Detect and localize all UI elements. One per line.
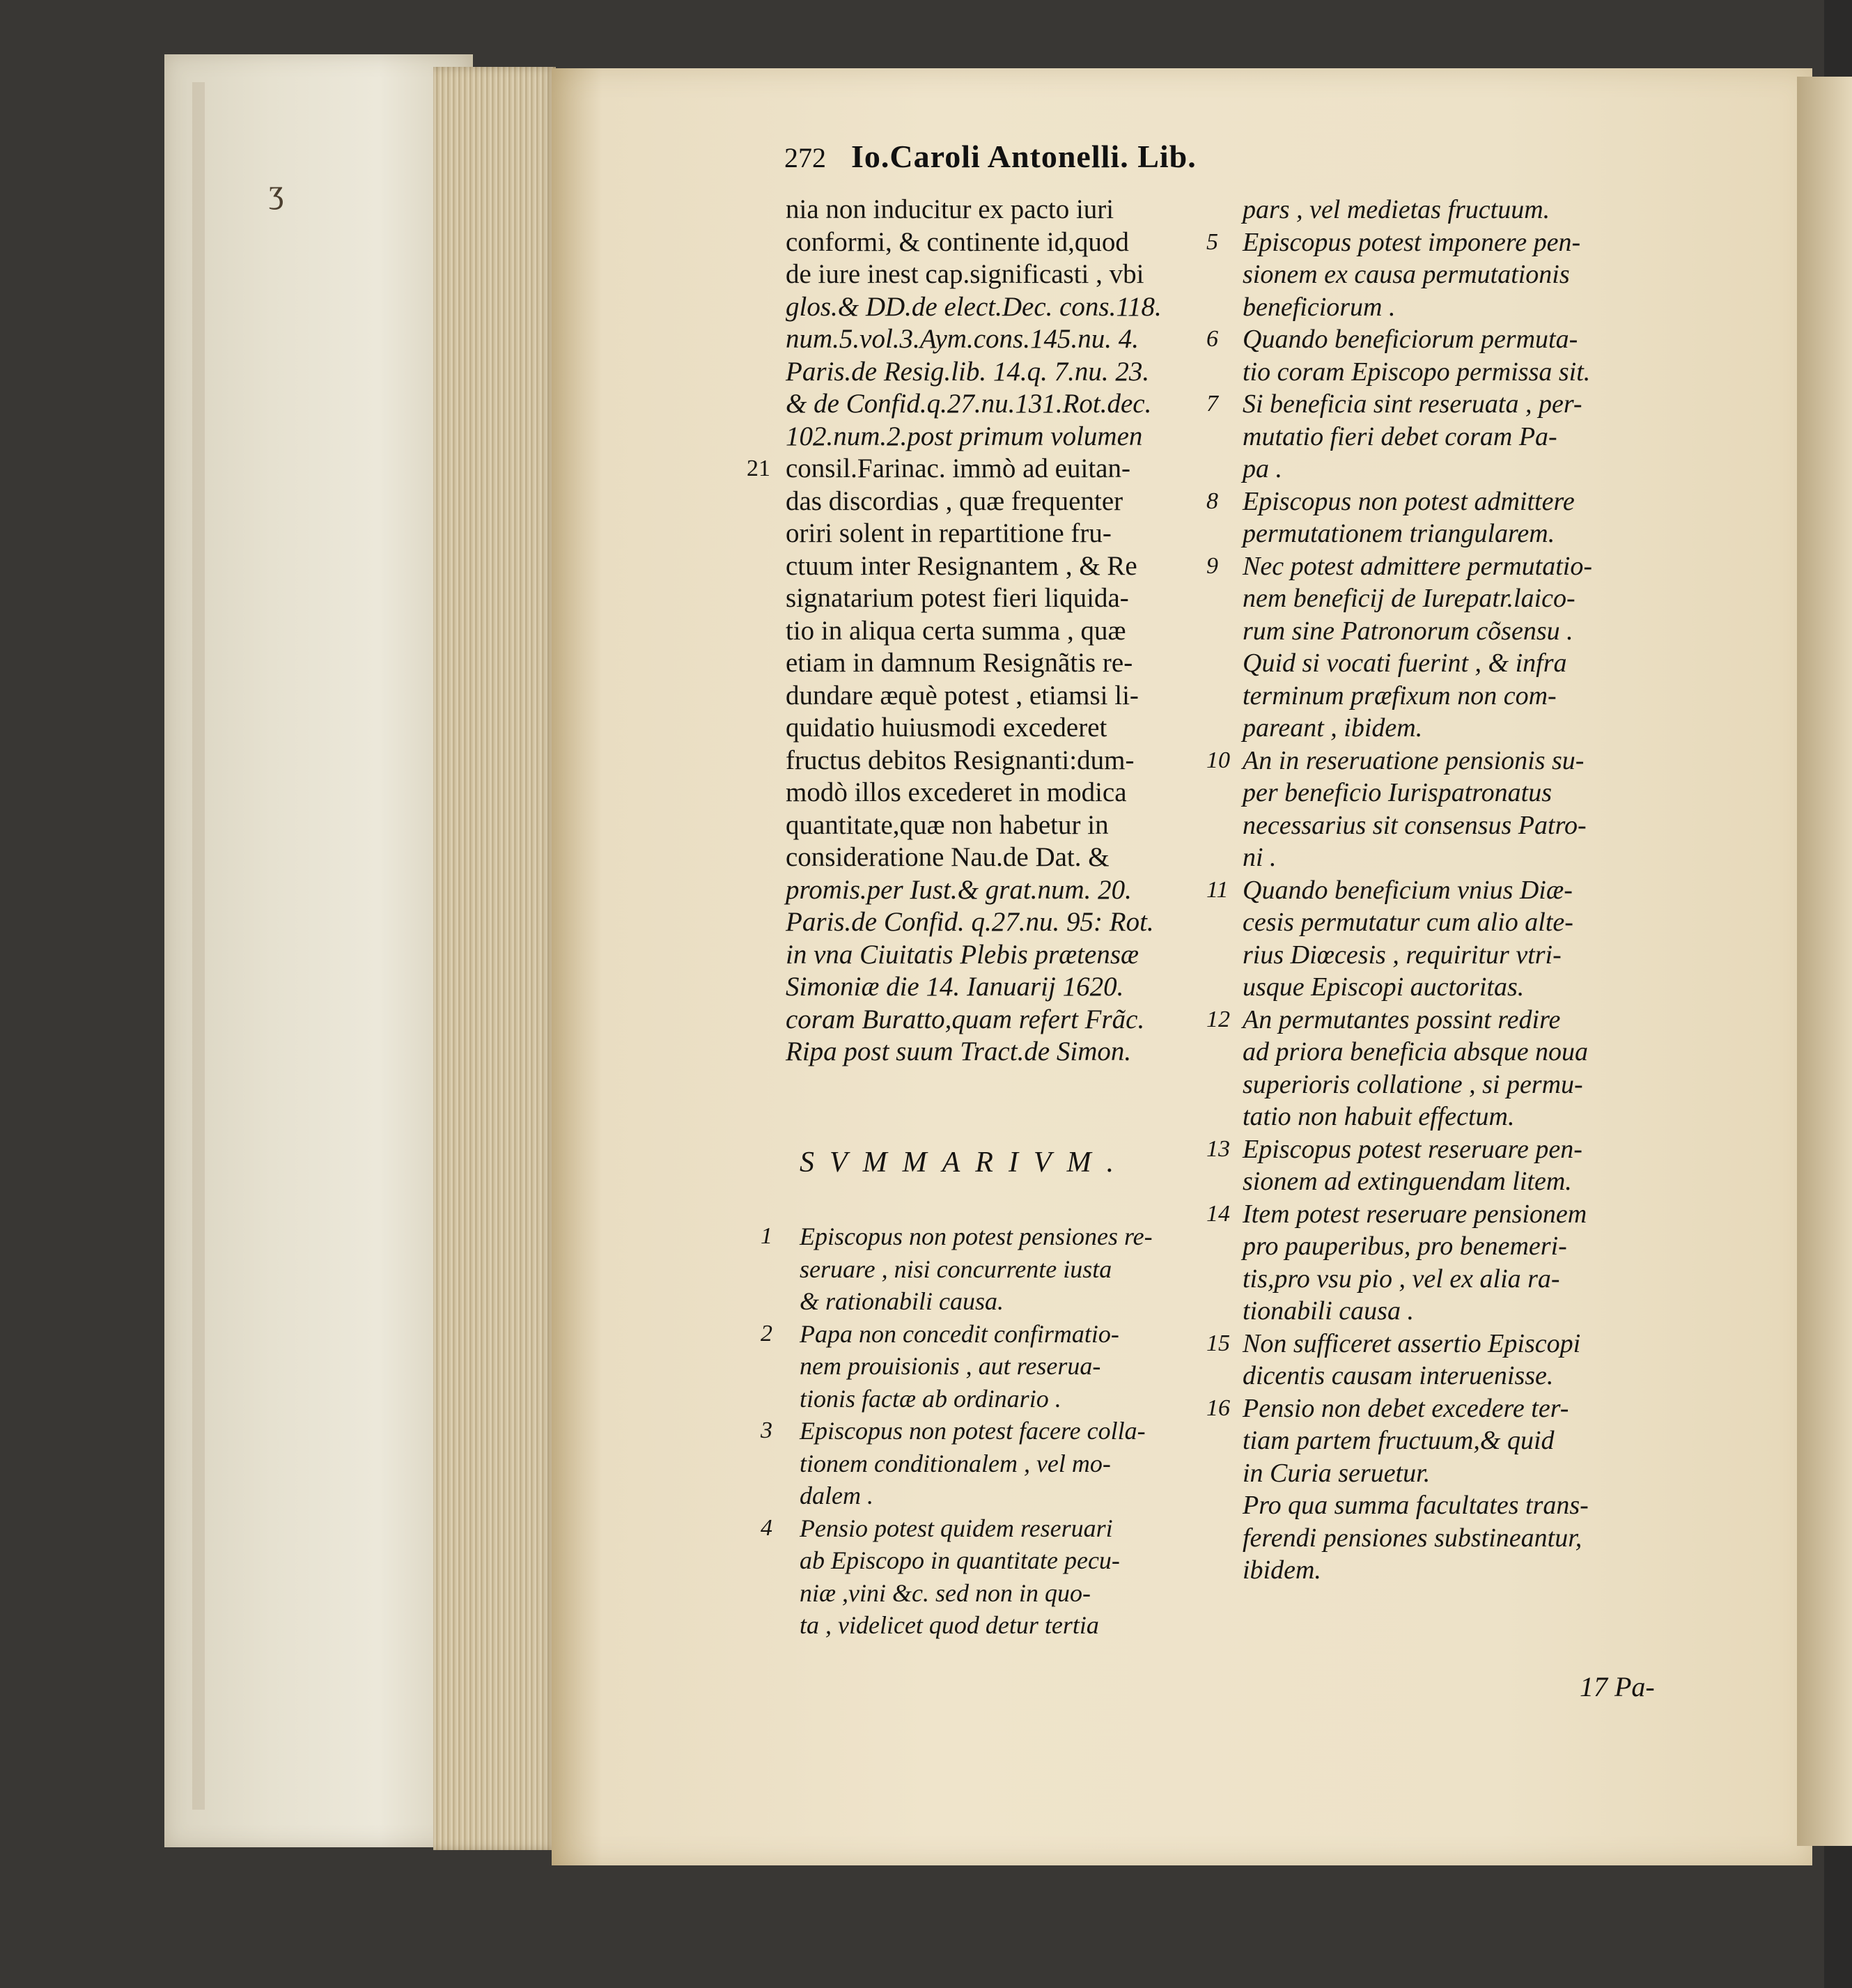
text-line: [1206, 1198, 1744, 1231]
text-line: [786, 906, 1231, 939]
line-text: dalem .: [800, 1482, 873, 1509]
line-text: signatarium potest fieri liquida-: [786, 583, 1129, 613]
text-line: [800, 1253, 1231, 1286]
line-text: & de Confid.q.27.nu.131.Rot.dec.: [786, 389, 1152, 419]
text-line: [800, 1285, 1231, 1318]
text-line: [1243, 777, 1744, 809]
text-line: [1243, 906, 1744, 939]
text-line: [786, 809, 1231, 842]
text-line: [786, 939, 1231, 972]
line-text: ibidem.: [1243, 1555, 1321, 1585]
line-text: superioris collatione , si permu-: [1243, 1069, 1583, 1099]
line-text: in vna Ciuitatis Plebis prætensæ: [786, 939, 1139, 970]
line-text: permutationem triangularem.: [1243, 519, 1555, 548]
line-text: pro pauperibus, pro benemeri-: [1243, 1232, 1567, 1261]
text-line: [1206, 323, 1744, 356]
marginal-number: 2: [761, 1320, 772, 1346]
text-line: [1243, 1522, 1744, 1555]
line-text: niæ ,vini &c. sed non in quo-: [800, 1578, 1091, 1607]
text-line: [1243, 1165, 1744, 1198]
line-text: terminum præfixum non com-: [1243, 681, 1557, 710]
text-line: [1243, 971, 1744, 1004]
text-line: [1243, 1457, 1744, 1490]
line-text: nem prouisionis , aut reserua-: [800, 1352, 1101, 1380]
marginal-number: 16: [1206, 1395, 1230, 1421]
text-line: [800, 1480, 1231, 1512]
text-line: [1243, 1295, 1744, 1328]
text-line: [786, 356, 1231, 389]
line-text: Pro qua summa facultates trans-: [1243, 1491, 1589, 1520]
catchword: 17 Pa-: [1580, 1671, 1655, 1702]
line-text: consideratione Nau.de Dat. &: [786, 842, 1110, 872]
line-text: pa .: [1243, 454, 1282, 483]
line-text: ferendi pensiones substineantur,: [1243, 1523, 1582, 1553]
text-line: [1243, 1424, 1744, 1457]
text-line: [786, 712, 1231, 745]
marginal-number: 21: [747, 456, 770, 481]
marginal-number: 14: [1206, 1200, 1230, 1227]
line-text: Episcopus non potest admittere: [1243, 486, 1575, 516]
line-text: Quando beneficiorum permuta-: [1243, 325, 1578, 354]
marginal-number: 13: [1206, 1135, 1230, 1162]
line-text: Paris.de Confid. q.27.nu. 95: Rot.: [786, 907, 1154, 937]
text-line: [1206, 874, 1744, 907]
summary-title: SVMMARIVM.: [800, 1147, 1130, 1179]
marginal-number: 7: [1206, 391, 1218, 417]
line-text: dundare æquè potest , etiamsi li-: [786, 680, 1139, 710]
line-text: ctuum inter Resignantem , & Re: [786, 550, 1137, 581]
line-text: tionem conditionalem , vel mo-: [800, 1449, 1111, 1477]
line-text: dicentis causam interuenisse.: [1243, 1361, 1554, 1390]
line-text: pars , vel medietas fructuum.: [1243, 195, 1550, 224]
text-line: [1206, 388, 1744, 421]
text-line: [1206, 1328, 1744, 1360]
line-text: tiam partem fructuum,& quid: [1243, 1426, 1555, 1455]
line-text: nem beneficij de Iurepatr.laico-: [1243, 584, 1575, 613]
text-line: [761, 1512, 1231, 1545]
line-text: tionis factæ ab ordinario .: [800, 1384, 1061, 1413]
text-line: [1243, 712, 1744, 745]
marginal-number: 10: [1206, 747, 1230, 773]
line-text: Paris.de Resig.lib. 14.q. 7.nu. 23.: [786, 356, 1150, 387]
line-text: seruare , nisi concurrente iusta: [800, 1255, 1112, 1283]
left-text-column: [747, 194, 1231, 1069]
line-text: An permutantes possint redire: [1243, 1004, 1561, 1034]
text-line: [786, 745, 1231, 777]
text-line: [786, 486, 1231, 518]
text-line: [1243, 421, 1744, 453]
line-text: Item potest reseruare pensionem: [1243, 1199, 1587, 1229]
text-line: [1243, 356, 1744, 389]
text-line: [1243, 194, 1744, 226]
line-text: tatio non habuit effectum.: [1243, 1102, 1515, 1131]
folio-number: 272: [784, 142, 826, 173]
running-head: Io.Caroli Antonelli. Lib.: [851, 139, 1197, 174]
text-line: [786, 680, 1231, 713]
text-line: [786, 971, 1231, 1004]
page-edges: [433, 67, 556, 1850]
text-line: [786, 323, 1231, 356]
line-text: An in reseruatione pensionis su-: [1243, 745, 1585, 775]
text-line: [1206, 486, 1744, 518]
line-text: rius Diœcesis , requiritur vtri-: [1243, 940, 1562, 970]
text-line: [786, 615, 1231, 648]
text-line: [786, 1036, 1231, 1069]
text-line: [1243, 1360, 1744, 1392]
text-line: [786, 518, 1231, 550]
text-line: [1243, 939, 1744, 972]
marginal-number: 1: [761, 1223, 772, 1249]
line-text: 102.num.2.post primum volumen: [786, 421, 1143, 451]
text-line: [1243, 809, 1744, 842]
line-text: oriri solent in repartitione fru-: [786, 518, 1112, 548]
text-line: [800, 1577, 1231, 1610]
line-text: ad priora beneficia absque noua: [1243, 1037, 1589, 1066]
text-line: [786, 258, 1231, 291]
line-text: consil.Farinac. immò ad euitan-: [786, 453, 1130, 483]
line-text: Non sufficeret assertio Episcopi: [1243, 1328, 1581, 1358]
line-text: rum sine Patronorum cõsensu .: [1243, 616, 1573, 646]
text-line: [1243, 518, 1744, 550]
marginal-number: 5: [1206, 228, 1218, 255]
text-line: [800, 1383, 1231, 1415]
line-text: das discordias , quæ frequenter: [786, 486, 1123, 516]
line-text: coram Buratto,quam refert Frãc.: [786, 1004, 1145, 1034]
line-text: Pensio potest quidem reseruari: [800, 1514, 1113, 1542]
line-text: cesis permutatur cum alio alte-: [1243, 908, 1573, 937]
line-text: Si beneficia sint reseruata , per-: [1243, 389, 1582, 419]
text-line: [1206, 1392, 1744, 1425]
text-line: [1243, 1069, 1744, 1101]
text-line: [786, 841, 1231, 874]
parchment-cover: [164, 54, 473, 1847]
text-line: [800, 1350, 1231, 1383]
text-line: [786, 550, 1231, 583]
text-line: [1206, 1133, 1744, 1166]
marginal-number: 6: [1206, 326, 1218, 352]
line-text: in Curia seruetur.: [1243, 1458, 1431, 1488]
text-line: [1243, 1263, 1744, 1296]
text-line: [786, 647, 1231, 680]
line-text: pareant , ibidem.: [1243, 713, 1423, 743]
line-text: num.5.vol.3.Aym.cons.145.nu. 4.: [786, 324, 1139, 354]
line-text: sionem ex causa permutationis: [1243, 260, 1570, 289]
line-text: nia non inducitur ex pacto iuri: [786, 194, 1114, 224]
line-text: Ripa post suum Tract.de Simon.: [786, 1036, 1132, 1066]
line-text: fructus debitos Resignanti:dum-: [786, 745, 1135, 775]
line-text: ta , videlicet quod detur tertia: [800, 1611, 1099, 1639]
text-line: [800, 1609, 1231, 1642]
line-text: mutatio fieri debet coram Pa-: [1243, 421, 1557, 451]
text-line: [1243, 582, 1744, 615]
text-line: [1243, 1036, 1744, 1069]
line-text: ni .: [1243, 843, 1277, 872]
line-text: per beneficio Iurispatronatus: [1243, 778, 1552, 807]
text-line: [786, 388, 1231, 421]
right-summary-column: [1206, 194, 1744, 1587]
text-line: [1243, 1230, 1744, 1263]
line-text: conformi, & continente id,quod: [786, 226, 1129, 257]
line-text: beneficiorum .: [1243, 292, 1396, 322]
text-line: [1243, 258, 1744, 291]
line-text: Episcopus potest imponere pen-: [1243, 227, 1581, 257]
text-line: [1243, 647, 1744, 680]
line-text: tio in aliqua certa summa , quæ: [786, 615, 1126, 646]
text-line: [1206, 745, 1744, 777]
page-header: [784, 138, 1197, 175]
line-text: promis.per Iust.& grat.num. 20.: [786, 874, 1132, 905]
facing-page-edge: [1797, 77, 1852, 1846]
line-text: quantitate,quæ non habetur in: [786, 809, 1109, 840]
line-text: Simoniæ die 14. Ianuarij 1620.: [786, 972, 1124, 1002]
text-line: [1243, 680, 1744, 713]
text-line: [1243, 1489, 1744, 1522]
text-line: [1243, 453, 1744, 486]
marginal-number: 4: [761, 1514, 772, 1541]
text-line: [800, 1447, 1231, 1480]
marginal-number: 11: [1206, 876, 1229, 903]
line-text: tio coram Episcopo permissa sit.: [1243, 357, 1591, 387]
line-text: & rationabili causa.: [800, 1287, 1004, 1315]
line-text: tionabili causa .: [1243, 1296, 1414, 1326]
marginal-number: 15: [1206, 1330, 1230, 1356]
line-text: quidatio huiusmodi excederet: [786, 713, 1107, 743]
text-line: [786, 291, 1231, 324]
marginal-number: 9: [1206, 552, 1218, 579]
text-line: [786, 421, 1231, 453]
text-line: [761, 1415, 1231, 1447]
marginal-number: 12: [1206, 1006, 1230, 1032]
text-line: [761, 1318, 1231, 1351]
text-line: [1243, 1554, 1744, 1587]
cover-fold: [192, 82, 205, 1810]
text-line: [1243, 291, 1744, 324]
text-line: [786, 874, 1231, 907]
line-text: Episcopus non potest pensiones re-: [800, 1222, 1153, 1250]
text-line: [761, 1220, 1231, 1253]
line-text: de iure inest cap.significasti , vbi: [786, 259, 1144, 289]
text-line: [1206, 226, 1744, 259]
line-text: Episcopus non potest facere colla-: [800, 1417, 1146, 1445]
text-line: [1243, 841, 1744, 874]
text-line: [1206, 1004, 1744, 1036]
line-text: necessarius sit consensus Patro-: [1243, 810, 1587, 840]
text-line: [800, 1544, 1231, 1577]
line-text: etiam in damnum Resignãtis re-: [786, 648, 1133, 678]
text-line: [786, 777, 1231, 809]
line-text: Pensio non debet excedere ter-: [1243, 1393, 1569, 1423]
line-text: glos.& DD.de elect.Dec. cons.118.: [786, 291, 1162, 322]
text-line: [786, 194, 1231, 226]
line-text: Nec potest admittere permutatio-: [1243, 551, 1592, 581]
marginal-number: 8: [1206, 488, 1218, 514]
text-line: [786, 226, 1231, 259]
marginal-number: 3: [761, 1418, 772, 1443]
text-line: [786, 1004, 1231, 1036]
line-text: sionem ad extinguendam litem.: [1243, 1167, 1572, 1196]
cover-mark: ʒ: [269, 173, 284, 210]
line-text: modò illos excederet in modica: [786, 777, 1127, 807]
line-text: Quid si vocati fuerint , & infra: [1243, 649, 1567, 678]
line-text: Episcopus potest reseruare pen-: [1243, 1134, 1582, 1164]
line-text: tis,pro vsu pio , vel ex alia ra-: [1243, 1264, 1560, 1294]
text-line: [786, 582, 1231, 615]
text-line: [1243, 1101, 1744, 1133]
line-text: ab Episcopo in quantitate pecu-: [800, 1546, 1120, 1574]
text-line: [747, 453, 1231, 486]
summary-list: [761, 1220, 1231, 1642]
line-text: usque Episcopi auctoritas.: [1243, 972, 1525, 1002]
text-line: [1206, 550, 1744, 583]
line-text: Quando beneficium vnius Diæ-: [1243, 875, 1573, 905]
text-line: [1243, 615, 1744, 648]
line-text: Papa non concedit confirmatio-: [800, 1319, 1119, 1348]
